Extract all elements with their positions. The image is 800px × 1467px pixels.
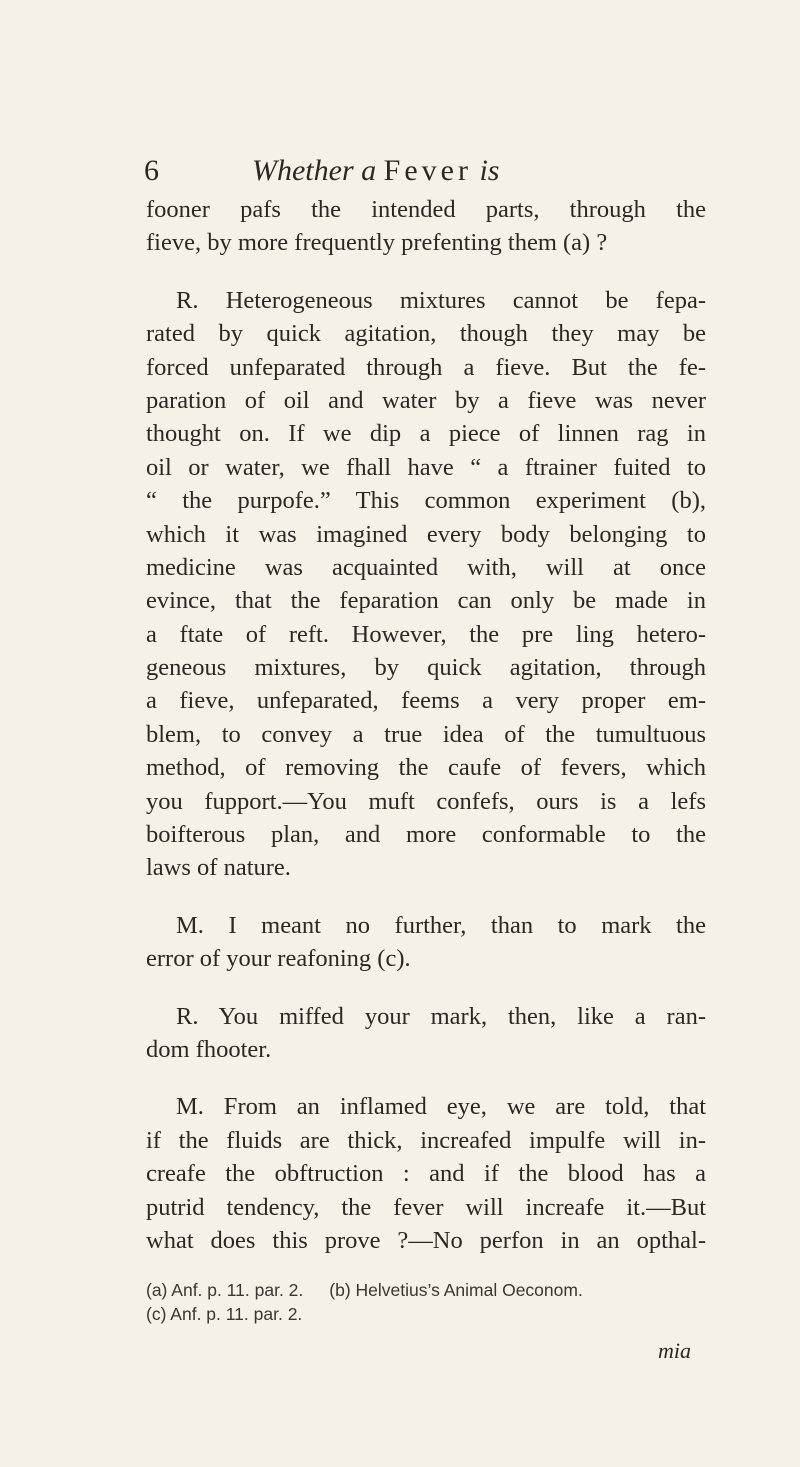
footnotes bbox=[146, 1278, 706, 1326]
text-line: putrid tendency, the fever will increafe it.—But bbox=[146, 1193, 706, 1221]
text-line: evince, that the feparation can only be made in bbox=[146, 587, 706, 615]
paragraph-2 bbox=[146, 284, 706, 885]
page-number: 6 bbox=[144, 154, 159, 187]
text-line: “ the purpofe.” This common experiment (b), bbox=[146, 487, 706, 515]
text-line: R. Heterogeneous mixtures cannot be fepa- bbox=[176, 286, 706, 314]
text-line: R. You miffed your mark, then, like a ran- bbox=[176, 1002, 706, 1030]
running-head-end: is bbox=[479, 154, 500, 187]
text-line: laws of nature. bbox=[146, 854, 291, 882]
text-line: geneous mixtures, by quick agitation, through bbox=[146, 654, 706, 682]
text-line: rated by quick agitation, though they may be bbox=[146, 320, 706, 348]
footnote-row bbox=[146, 1302, 706, 1326]
text-line: forced unfeparated through a fieve. But the fe- bbox=[146, 353, 706, 381]
text-line: blem, to convey a true idea of the tumultuous bbox=[146, 720, 706, 748]
running-head-caps: Fever bbox=[383, 154, 472, 187]
page-header bbox=[144, 154, 704, 194]
running-head bbox=[252, 154, 499, 188]
footnote-c: (c) Anf. p. 11. par. 2. bbox=[146, 1304, 303, 1324]
text-line: what does this prove ?—No perfon in an opthal- bbox=[146, 1226, 706, 1254]
text-line: M. I meant no further, than to mark the bbox=[176, 911, 706, 939]
text-line: oil or water, we fhall have “ a ftrainer fuited to bbox=[146, 453, 706, 481]
text-line: paration of oil and water by a fieve was never bbox=[146, 386, 706, 414]
text-line: fooner pafs the intended parts, through the bbox=[146, 196, 706, 223]
text-line: fieve, by more frequently prefenting them (a) ? bbox=[146, 229, 608, 257]
paragraph-1 bbox=[146, 193, 706, 260]
text-line: if the fluids are thick, increafed impulfe will in- bbox=[146, 1126, 706, 1154]
paragraph-5 bbox=[146, 1090, 706, 1257]
text-line: dom fhooter. bbox=[146, 1035, 272, 1063]
paragraph-3 bbox=[146, 909, 706, 976]
text-line: a fieve, unfeparated, feems a very proper em- bbox=[146, 687, 706, 715]
text-line: medicine was acquainted with, will at once bbox=[146, 553, 706, 581]
text-line: method, of removing the caufe of fevers, which bbox=[146, 754, 706, 782]
text-line: which it was imagined every body belonging to bbox=[146, 520, 706, 548]
text-line: M. From an inflamed eye, we are told, that bbox=[176, 1093, 706, 1121]
running-head-italic: Whether a bbox=[252, 154, 377, 187]
text-line: you fupport.—You muft confefs, ours is a lefs bbox=[146, 787, 706, 815]
footnote-b: (b) Helvetius’s Animal Oeconom. bbox=[329, 1280, 583, 1300]
catchword: mia bbox=[658, 1338, 691, 1363]
text-line: a ftate of reft. However, the pre ling hetero- bbox=[146, 620, 706, 648]
text-line: error of your reafoning (c). bbox=[146, 945, 411, 973]
text-line: boifterous plan, and more conformable to the bbox=[146, 821, 706, 849]
text-line: creafe the obftruction : and if the blood has a bbox=[146, 1160, 706, 1188]
footnote-row bbox=[146, 1278, 706, 1302]
text-line: thought on. If we dip a piece of linnen rag in bbox=[146, 420, 706, 448]
footnote-a: (a) Anf. p. 11. par. 2. bbox=[146, 1280, 304, 1300]
body-text bbox=[146, 193, 706, 1257]
paragraph-4 bbox=[146, 1000, 706, 1067]
